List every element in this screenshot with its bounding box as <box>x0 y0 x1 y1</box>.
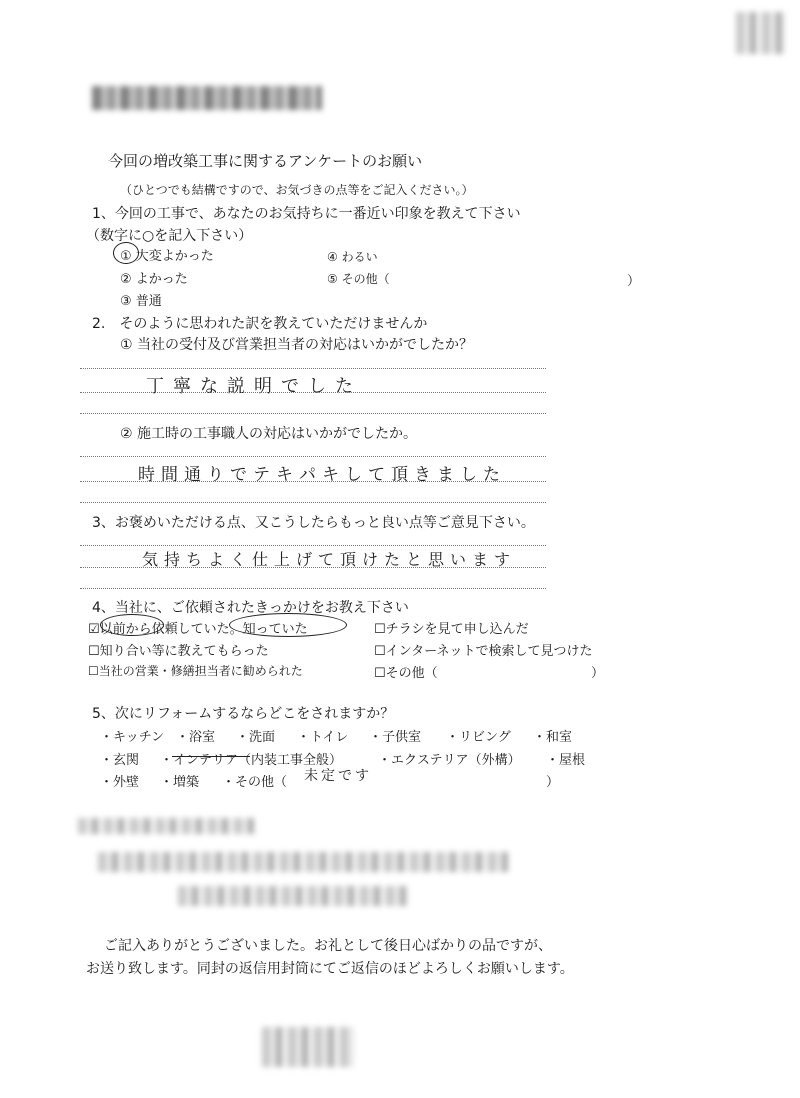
q4-option-flyer[interactable]: ☐チラシを見て申し込んだ <box>374 622 529 637</box>
q2-answer1-line-mid <box>80 392 546 393</box>
q5-entrance[interactable]: ・玄関 <box>100 753 140 768</box>
redacted-info-line-3 <box>178 886 408 906</box>
q1-option-3[interactable]: ③ 普通 <box>120 294 162 309</box>
q2-sub1: ① 当社の受付及び営業担当者の対応はいかがでしたか？ <box>120 337 473 353</box>
q5-question: 5、次にリフォームするならどこをされますか？ <box>92 706 395 722</box>
q5-bathroom[interactable]: ・浴室 <box>176 730 216 745</box>
q5-other-close: ） <box>546 775 560 790</box>
q1-option-2[interactable]: ② よかった <box>120 272 188 287</box>
closing-line-1: ご記入ありがとうございました。お礼として後日心ばかりの品ですが、 <box>104 938 552 954</box>
q5-extension[interactable]: ・増築 <box>160 775 200 790</box>
q5-living[interactable]: ・リビング <box>446 730 511 745</box>
q3-answer-handwriting: 気持ちよく仕上げて頂けたと思います <box>142 550 517 569</box>
q5-japanese-room[interactable]: ・和室 <box>533 730 573 745</box>
q5-washroom[interactable]: ・洗面 <box>236 730 276 745</box>
q4-option-previous-client[interactable]: ☑以前から依頼していた。知っていた <box>88 622 308 637</box>
q2-answer2-handwriting: 時間通りでテキパキして頂きました <box>138 465 506 485</box>
q2-sub2: ② 施工時の工事職人の対応はいかがでしたか。 <box>120 426 417 442</box>
q1-option-1[interactable]: ① 大変よかった <box>120 249 214 264</box>
survey-subtitle: （ひとつでも結構ですので、お気づきの点等をご記入ください。） <box>120 183 474 197</box>
q2-answer2-line-top <box>80 456 546 457</box>
q1-option-5-close: ） <box>627 274 641 289</box>
q4-previous-circle <box>100 614 164 636</box>
q3-question: 3、お褒めいただける点、又こうしたらもっと良い点等ご意見下さい。 <box>92 515 535 531</box>
q4-knew-circle <box>229 613 347 637</box>
q3-answer-line-mid <box>80 567 546 568</box>
q1-question: 1、今回の工事で、あなたのお気持ちに一番近い印象を教えて下さい <box>92 206 521 222</box>
q4-option-other[interactable]: ☐その他（ <box>374 666 438 681</box>
redacted-footer <box>262 1027 354 1067</box>
q4-question: 4、当社に、ご依頼されたきっかけをお教え下さい <box>92 600 409 616</box>
q2-question: 2. そのように思われた訳を教えていただけませんか <box>92 316 428 332</box>
q5-toilet[interactable]: ・トイレ <box>297 730 349 745</box>
redacted-corner-block <box>736 12 786 54</box>
q2-answer1-handwriting: 丁寧な説明でした <box>146 376 362 397</box>
q4-option-sales-staff[interactable]: ☐当社の営業・修繕担当者に勧められた <box>88 664 303 678</box>
closing-line-2: お送り致します。同封の返信用封筒にてご返信のほどよろしくお願いします。 <box>86 961 574 977</box>
q1-selection-circle <box>113 242 139 264</box>
q5-interior-strike <box>172 756 250 757</box>
q5-other[interactable]: ・その他（ <box>222 775 288 790</box>
survey-title: 今回の増改築工事に関するアンケートのお願い <box>108 152 423 170</box>
redacted-header-name <box>92 86 322 110</box>
q2-answer1-line-bottom <box>80 413 546 414</box>
q5-other-handwriting: 未定です <box>304 768 372 784</box>
q5-interior[interactable]: ・インテリア（内装工事全般） <box>160 753 343 768</box>
q5-kitchen[interactable]: ・キッチン <box>100 730 165 745</box>
q2-answer1-line-top <box>80 368 546 369</box>
q5-roof[interactable]: ・屋根 <box>546 753 586 768</box>
q5-outer-wall[interactable]: ・外壁 <box>100 775 140 790</box>
q4-option-referral[interactable]: ☐知り合い等に教えてもらった <box>88 644 269 659</box>
q5-exterior[interactable]: ・エクステリア（外構） <box>378 753 521 768</box>
q1-option-5[interactable]: ⑤ その他（ <box>327 272 390 286</box>
q4-option-internet[interactable]: ☐インターネットで検索して見つけた <box>374 644 593 659</box>
q2-answer2-line-mid <box>80 481 546 482</box>
q1-option-4[interactable]: ④ わるい <box>327 250 378 264</box>
q5-kids-room[interactable]: ・子供室 <box>369 730 422 745</box>
q4-option-other-close: ） <box>591 666 605 681</box>
q3-answer-line-top <box>80 545 546 546</box>
q2-answer2-line-bottom <box>80 502 546 503</box>
q3-answer-line-bottom <box>80 588 546 589</box>
redacted-info-line-1 <box>78 818 254 834</box>
redacted-info-line-2 <box>98 852 508 872</box>
q1-instruction: （数字に○を記入下さい） <box>86 228 253 244</box>
